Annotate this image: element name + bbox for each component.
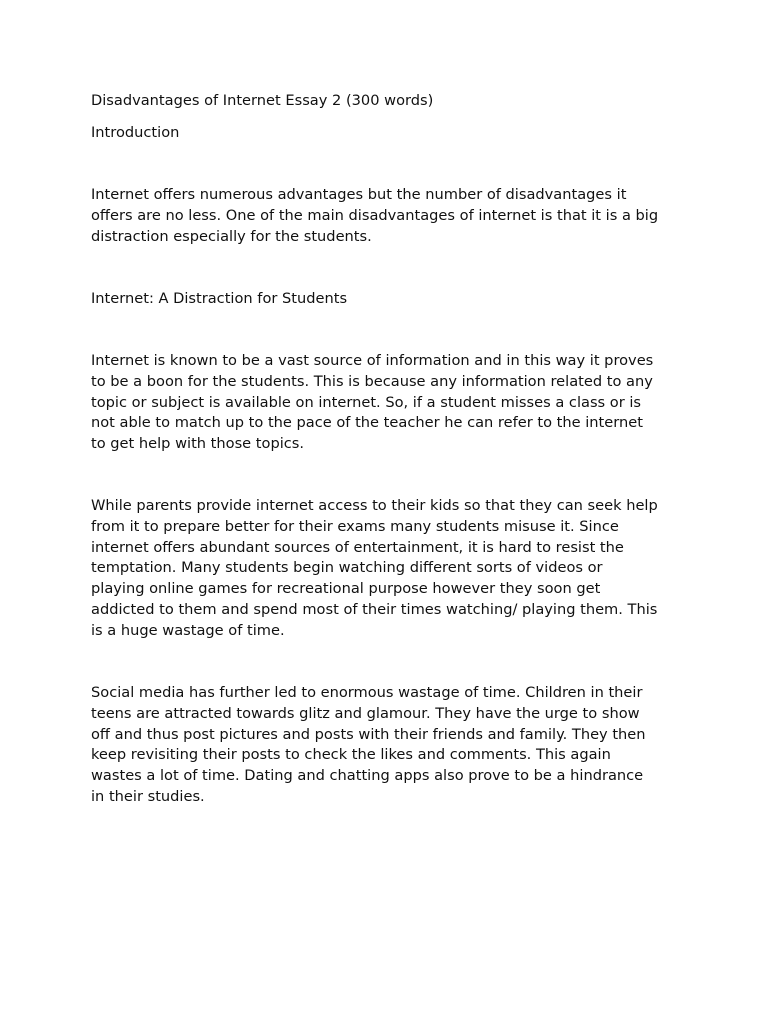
paragraph-line: topic or subject is available on internet. So, if a student misses a class or is	[91, 393, 642, 411]
intro-line: distraction especially for the students.	[91, 227, 372, 245]
paragraph-line: addicted to them and spend most of their times watching/ playing them. This	[91, 600, 658, 618]
intro-line: offers are no less. One of the main disadvantages of internet is that it is a big	[91, 206, 659, 224]
paragraph-line: to be a boon for the students. This is because any information related to any	[91, 372, 653, 390]
paragraph-line: to get help with those topics.	[91, 435, 305, 453]
paragraph-line: teens are attracted towards glitz and glamour. They have the urge to show	[91, 704, 640, 722]
paragraph-line: off and thus post pictures and posts with their friends and family. They then	[91, 725, 646, 743]
paragraph-line: playing online games for recreational purpose however they soon get	[91, 580, 601, 598]
essay-title: Disadvantages of Internet Essay 2 (300 words)	[91, 92, 434, 109]
section-heading: Internet: A Distraction for Students	[91, 290, 348, 307]
intro-heading: Introduction	[91, 124, 180, 141]
intro-paragraph	[91, 185, 691, 247]
paragraph-line: from it to prepare better for their exams many students misuse it. Since	[91, 517, 619, 535]
paragraph-line: keep revisiting their posts to check the likes and comments. This again	[91, 746, 611, 764]
paragraph-line: temptation. Many students begin watching different sorts of videos or	[91, 559, 603, 577]
paragraph-line: internet offers abundant sources of entertainment, it is hard to resist the	[91, 538, 624, 556]
paragraph-line: in their studies.	[91, 787, 205, 805]
paragraph-line: Social media has further led to enormous wastage of time. Children in their	[91, 684, 643, 701]
paragraph-line: is a huge wastage of time.	[91, 621, 285, 639]
paragraph-social-media	[91, 683, 691, 808]
paragraph-information-source	[91, 351, 691, 455]
paragraph-misuse	[91, 496, 691, 642]
intro-line: Internet offers numerous advantages but the number of disadvantages it	[91, 186, 627, 203]
paragraph-line: not able to match up to the pace of the teacher he can refer to the internet	[91, 414, 643, 432]
paragraph-line: Internet is known to be a vast source of information and in this way it proves	[91, 352, 654, 369]
paragraph-line: While parents provide internet access to their kids so that they can seek help	[91, 497, 658, 514]
paragraph-line: wastes a lot of time. Dating and chatting apps also prove to be a hindrance	[91, 767, 644, 785]
